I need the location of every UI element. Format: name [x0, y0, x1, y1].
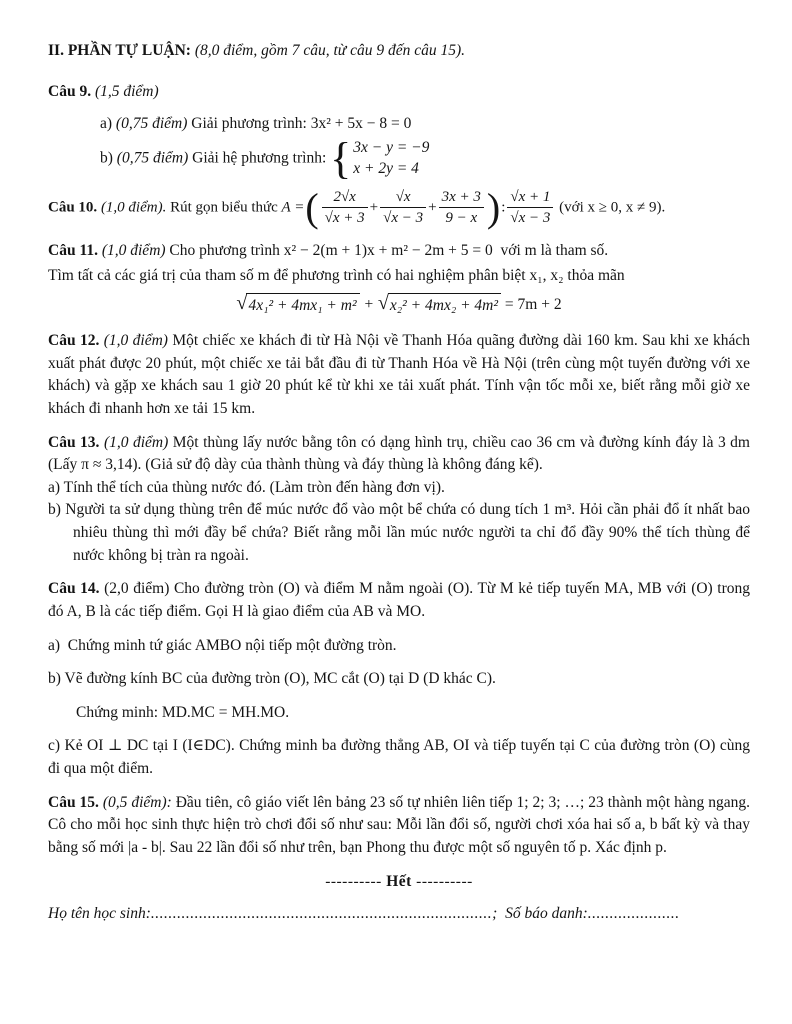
question-11-line2: Tìm tất cả các giá trị của tham số m để phương trình có hai nghiệm phân biệt x₁, x₂ thỏa mãn: [48, 266, 625, 284]
student-id-blank: .....................: [587, 905, 680, 923]
equation-system: [353, 138, 429, 180]
item-c-label: c): [48, 737, 61, 755]
item-a-label: a): [100, 115, 113, 133]
fraction-1: [322, 188, 368, 229]
question-14a: [48, 635, 750, 658]
system-equation-1: 3x − y = −9: [353, 138, 430, 156]
question-11-points: (1,0 điểm): [101, 242, 166, 260]
question-13-points: (1,0 điểm): [103, 433, 169, 451]
question-12-points: (1,0 điểm): [103, 332, 168, 350]
radical-sign: √: [377, 292, 389, 315]
item-a-label: a): [48, 636, 61, 654]
end-dashes-left: ----------: [325, 872, 382, 890]
question-13-intro: [48, 432, 750, 477]
item-b-text: Giải hệ phương trình:: [192, 149, 327, 167]
question-13a: [48, 477, 750, 500]
quadratic-equation: 3x² + 5x − 8 = 0: [310, 115, 412, 133]
radical-sign: √: [236, 292, 248, 315]
fraction-2-denominator: √x − 3: [383, 210, 424, 227]
section-subtitle: (8,0 điểm, gồm 7 câu, từ câu 9 đến câu 15).: [194, 42, 466, 59]
end-label: Hết: [386, 872, 412, 890]
question-9-header: [48, 81, 750, 104]
question-11-text1: Cho phương trình: [169, 242, 280, 260]
item-c-text: Kẻ OI ⊥ DC tại I (I∈DC). Chứng minh ba đường thẳng AB, OI và tiếp tuyến tại C của đường tròn (O) cùng đi qua một điểm.: [48, 737, 751, 778]
question-14-proof: Chứng minh: MD.MC = MH.MO.: [76, 703, 290, 721]
question-10-text: Rút gọn biểu thức: [170, 199, 278, 216]
square-root-1: [236, 293, 359, 318]
question-13-text: Một thùng lấy nước bằng tôn có dạng hình trụ, chiều cao 36 cm và đường kính đáy là 3 dm (Lấy π ≈ 3,14). (Giả sử độ dày của thành thùng và đáy thùng là không đáng kể).: [48, 433, 750, 474]
fraction-4: [507, 188, 553, 229]
question-11-text2: với m là tham số.: [500, 242, 609, 260]
end-of-exam-marker: [48, 871, 750, 894]
fraction-3-numerator: 3x + 3: [439, 188, 484, 209]
question-10-points: (1,0 điểm).: [100, 199, 167, 216]
question-9-points: (1,5 điểm): [94, 82, 159, 100]
section-header: [48, 40, 750, 63]
item-a-points: (0,75 điểm): [115, 115, 188, 133]
question-14b: [48, 668, 750, 691]
question-10-label: Câu 10.: [48, 199, 98, 216]
signature-line: [48, 903, 750, 926]
fraction-2: [380, 188, 426, 229]
item-b-text: Vẽ đường kính BC của đường tròn (O), MC cắt (O) tại D (D khác C).: [64, 670, 496, 688]
domain-condition: (với x ≥ 0, x ≠ 9).: [559, 199, 666, 216]
question-15-label: Câu 15.: [48, 793, 99, 811]
item-b-points: (0,75 điểm): [116, 149, 189, 167]
question-14-label: Câu 14.: [48, 580, 100, 598]
item-b-label: b): [100, 149, 113, 167]
question-13-label: Câu 13.: [48, 433, 100, 451]
student-name-blank: ..............................................................................: [150, 905, 493, 923]
question-15: [48, 792, 750, 860]
radicand-1: 4x₁² + 4mx₁ + m²: [246, 293, 359, 318]
student-name-label: Họ tên học sinh:: [48, 905, 151, 923]
question-12-body: Một chiếc xe khách đi từ Hà Nội về Thanh Hóa quãng đường dài 160 km. Sau khi xe khách xuất phát được 20 phút, một chiếc xe tải bắt đầu đi từ Thanh Hóa về Hà Nội (trên cùng một tuyến đường với xe khách) và gặp xe khách sau 1 giờ 20 phút kể từ khi xe tải xuất phát. Tính vận tốc mỗi xe, biết rằng mỗi giờ xe khách đi nhanh hơn xe tải 15 km.: [48, 332, 750, 417]
question-13: [48, 432, 750, 568]
expression-A: A =: [281, 199, 305, 216]
item-b-label: b): [48, 501, 61, 519]
fraction-1-denominator: √x + 3: [324, 210, 365, 227]
equation-rhs: = 7m + 2: [504, 296, 562, 314]
item-b-text: Người ta sử dụng thùng trên để múc nước đổ vào một bể chứa có dung tích 1 m³. Hỏi cần phải đổ ít nhất bao nhiêu thùng thì mới đầy bể chứa? Biết rằng mỗi lần múc nước người ta chỉ đổ đầy 90% thể tích thùng để nước không bị tràn ra ngoài.: [65, 501, 750, 564]
question-14-text: Cho đường tròn (O) và điểm M nằm ngoài (O). Từ M kẻ tiếp tuyến MA, MB với (O) trong đó A, B là các tiếp điểm. Gọi H là giao điểm của AB và MO.: [48, 580, 750, 620]
item-a-label: a): [48, 478, 61, 496]
question-14-points: (2,0 điểm): [104, 580, 170, 598]
section-title: II. PHẦN TỰ LUẬN:: [48, 42, 191, 59]
item-a-text: Giải phương trình:: [191, 115, 307, 133]
item-a-text: Chứng minh tứ giác AMBO nội tiếp một đường tròn.: [67, 636, 397, 654]
question-10: Câu 10. (1,0 điểm). Rút gọn biểu thức A =( $\frac{2√x}{√x + 3}$ + $\frac{√x}{√x - 3}$ + $\frac{3x + 3}{9 - x}$ ): $\frac{√x + 1}{√x - 3}$ (với x ≥ 0, x ≠ 9).: [48, 184, 666, 230]
question-15-body: Đầu tiên, cô giáo viết lên bảng 23 số tự nhiên liên tiếp 1; 2; 3; …; 23 thành một hàng ngang. Cô cho mỗi học sinh thực hiện trò chơi đổi số như sau: Mỗi lần đổi số, người chơi xóa hai số a, b bất kỳ và thay bằng số mới |a - b|. Sau 22 lần đổi số như trên, bạn Phong thu được một số nguyên tố p. Xác định p.: [48, 793, 750, 856]
student-id-label: Số báo danh:: [505, 905, 588, 923]
item-b-label: b): [48, 670, 61, 688]
question-14c: [48, 735, 750, 780]
item-a-text: Tính thể tích của thùng nước đó. (Làm tròn đến hàng đơn vị).: [63, 478, 445, 496]
fraction-2-numerator: √x: [380, 188, 426, 209]
fraction-3-denominator: 9 − x: [445, 210, 478, 227]
fraction-4-numerator: √x + 1: [507, 188, 553, 209]
question-14-intro: [48, 578, 750, 623]
question-11-line1: [48, 240, 750, 263]
end-dashes-right: ----------: [416, 872, 473, 890]
question-9b: b) (0,75 điểm) Giải hệ phương trình: { 3x − y = −9 x + 2y = 4: [100, 133, 430, 183]
question-12-label: Câu 12.: [48, 332, 100, 350]
question-11-condition-equation: [48, 293, 750, 318]
fraction-4-denominator: √x − 3: [510, 210, 551, 227]
radicand-2: x₂² + 4mx₂ + 4m²: [388, 293, 501, 318]
plus-operator: +: [363, 296, 374, 314]
plus-operator: +: [428, 199, 437, 216]
fraction-3: [439, 188, 484, 229]
question-13b: [48, 499, 750, 567]
square-root-2: [378, 293, 501, 318]
question-12: [48, 330, 750, 421]
question-11-label: Câu 11.: [48, 242, 98, 260]
question-9-label: Câu 9.: [48, 82, 92, 100]
system-equation-2: x + 2y = 4: [353, 159, 419, 177]
fraction-1-numerator: 2√x: [322, 188, 368, 209]
plus-operator: +: [369, 199, 379, 216]
question-9a: [48, 113, 750, 136]
division-colon: :: [501, 199, 506, 216]
separator: ;: [492, 905, 498, 923]
parametric-equation: x² − 2(m + 1)x + m² − 2m + 5 = 0: [283, 242, 493, 260]
question-15-points: (0,5 điểm):: [102, 793, 172, 811]
